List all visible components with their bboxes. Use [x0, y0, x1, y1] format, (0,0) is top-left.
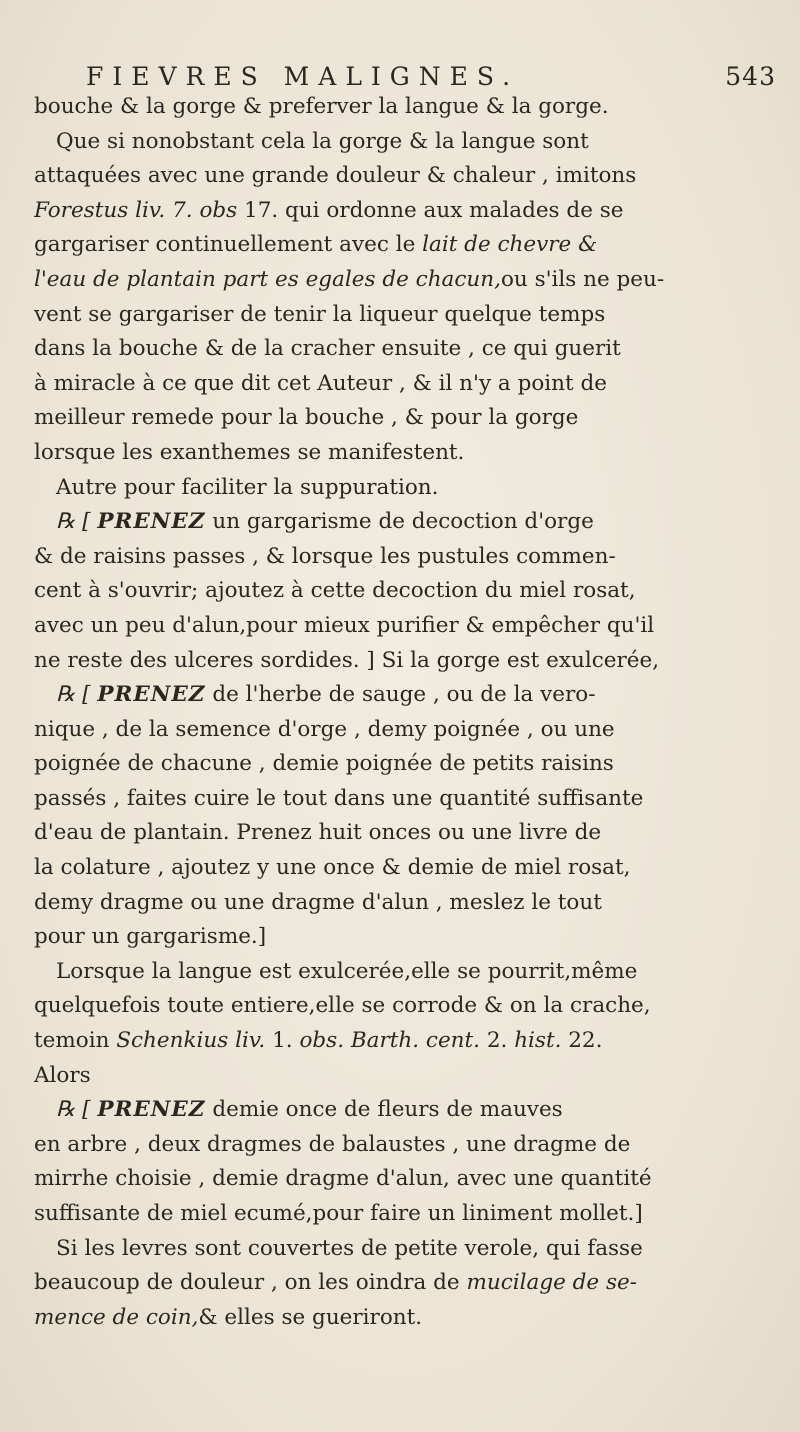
text-span: vent se gargariser de tenir la liqueur quelque temps	[34, 301, 606, 327]
text-line	[34, 1162, 774, 1197]
text-span: quelquefois toute entiere,elle se corrode & on la crache,	[34, 993, 651, 1019]
prescription-keyword: PRENEZ	[97, 509, 206, 535]
italic-text: mence de coin,	[34, 1304, 199, 1330]
text-span: & de raisins passes , & lorsque les pustules commen-	[34, 543, 616, 569]
recipe-symbol: ℞ [	[56, 682, 98, 708]
text-span: & elles se gueriront.	[198, 1304, 423, 1330]
italic-text: Schenkius liv.	[116, 1028, 266, 1054]
text-line	[34, 125, 774, 160]
page-number: 543	[725, 62, 776, 91]
text-span: temoin	[34, 1028, 117, 1054]
text-span: Si les levres sont couvertes de petite verole, qui fasse	[56, 1235, 643, 1261]
text-span: ou s'ils ne peu-	[500, 266, 665, 292]
text-span: gargariser continuellement avec le	[34, 232, 423, 258]
text-line	[34, 1128, 774, 1163]
text-line	[34, 298, 774, 333]
text-line	[34, 574, 774, 609]
text-span: Autre pour faciliter la suppuration.	[56, 474, 439, 500]
text-span: Que si nonobstant cela la gorge & la langue sont	[56, 128, 589, 154]
text-span: nique , de la semence d'orge , demy poignée , ou une	[34, 716, 615, 742]
text-line	[34, 920, 774, 955]
text-line	[34, 194, 774, 229]
italic-text: l'eau de plantain part es egales de chacun,	[34, 266, 501, 292]
italic-text: mucilage de se-	[466, 1270, 637, 1296]
text-span: 17. qui ordonne aux malades de se	[237, 197, 624, 223]
italic-text: hist.	[514, 1028, 562, 1054]
text-span: passés , faites cuire le tout dans une quantité suffisante	[34, 785, 644, 811]
text-line	[34, 228, 774, 263]
recipe-symbol: ℞ [	[56, 509, 98, 535]
text-line	[34, 609, 774, 644]
italic-text: Forestus liv. 7. obs	[34, 197, 238, 223]
text-line	[34, 1266, 774, 1301]
text-span: bouche & la gorge & preferver la langue & la gorge.	[34, 94, 609, 119]
text-line	[34, 782, 774, 817]
text-line	[34, 1024, 774, 1059]
text-line	[34, 816, 774, 851]
text-span: 22.	[561, 1028, 603, 1054]
text-line	[34, 1059, 774, 1094]
text-span: Alors	[34, 1062, 91, 1088]
text-line	[34, 1232, 774, 1267]
text-line	[34, 955, 774, 990]
recipe-symbol: ℞ [	[56, 1097, 98, 1123]
prescription-keyword: PRENEZ	[97, 682, 206, 708]
text-span: dans la bouche & de la cracher ensuite , ce qui guerit	[34, 336, 621, 362]
text-line	[34, 471, 774, 506]
text-line	[34, 90, 774, 125]
text-span: ne reste des ulceres sordides. ] Si la gorge est exulcerée,	[34, 647, 660, 673]
text-span: 2.	[480, 1028, 515, 1054]
text-span: la colature , ajoutez y une once & demie de miel rosat,	[34, 855, 631, 881]
text-line	[34, 540, 774, 575]
text-line	[34, 678, 774, 713]
text-span: à miracle à ce que dit cet Auteur , & il n'y a point de	[34, 370, 607, 396]
text-line	[34, 436, 774, 471]
text-span: demie once de fleurs de mauves	[205, 1097, 563, 1123]
text-span: avec un peu d'alun,pour mieux purifier & empêcher qu'il	[34, 612, 655, 638]
text-line	[34, 505, 774, 540]
text-span: meilleur remede pour la bouche , & pour la gorge	[34, 405, 579, 431]
text-span: en arbre , deux dragmes de balaustes , une dragme de	[34, 1131, 631, 1157]
text-line	[34, 1301, 774, 1336]
body-text	[34, 90, 774, 1335]
text-line	[34, 989, 774, 1024]
text-span: pour un gargarisme.]	[34, 924, 267, 950]
text-span: Lorsque la langue est exulcerée,elle se pourrit,même	[56, 958, 638, 984]
text-line	[34, 747, 774, 782]
text-line	[34, 159, 774, 194]
running-title: FIEVRES MALIGNES.	[86, 62, 520, 91]
text-span: suffisante de miel ecumé,pour faire un liniment mollet.]	[34, 1201, 643, 1226]
text-line	[34, 263, 774, 298]
text-span: de l'herbe de sauge , ou de la vero-	[205, 682, 596, 708]
text-line	[34, 1197, 774, 1232]
text-span: 1.	[265, 1028, 300, 1054]
italic-text: obs. Barth. cent.	[299, 1028, 480, 1054]
text-line	[34, 332, 774, 367]
text-span: attaquées avec une grande douleur & chaleur , imitons	[34, 163, 637, 189]
text-line	[34, 851, 774, 886]
text-span: d'eau de plantain. Prenez huit onces ou une livre de	[34, 820, 602, 846]
italic-text: lait de chevre &	[422, 232, 598, 258]
text-span: mirrhe choisie , demie dragme d'alun, avec une quantité	[34, 1166, 652, 1192]
text-span: poignée de chacune , demie poignée de petits raisins	[34, 751, 614, 777]
text-line	[34, 401, 774, 436]
text-line	[34, 886, 774, 921]
text-span: cent à s'ouvrir; ajoutez à cette decoction du miel rosat,	[34, 578, 636, 604]
text-span: un gargarisme de decoction d'orge	[205, 509, 594, 535]
prescription-keyword: PRENEZ	[97, 1097, 206, 1123]
text-span: beaucoup de douleur , on les oindra de	[34, 1270, 467, 1296]
text-line	[34, 1093, 774, 1128]
text-line	[34, 367, 774, 402]
text-span: lorsque les exanthemes se manifestent.	[34, 439, 465, 465]
text-line	[34, 713, 774, 748]
text-line	[34, 644, 774, 679]
text-span: demy dragme ou une dragme d'alun , meslez le tout	[34, 889, 602, 915]
